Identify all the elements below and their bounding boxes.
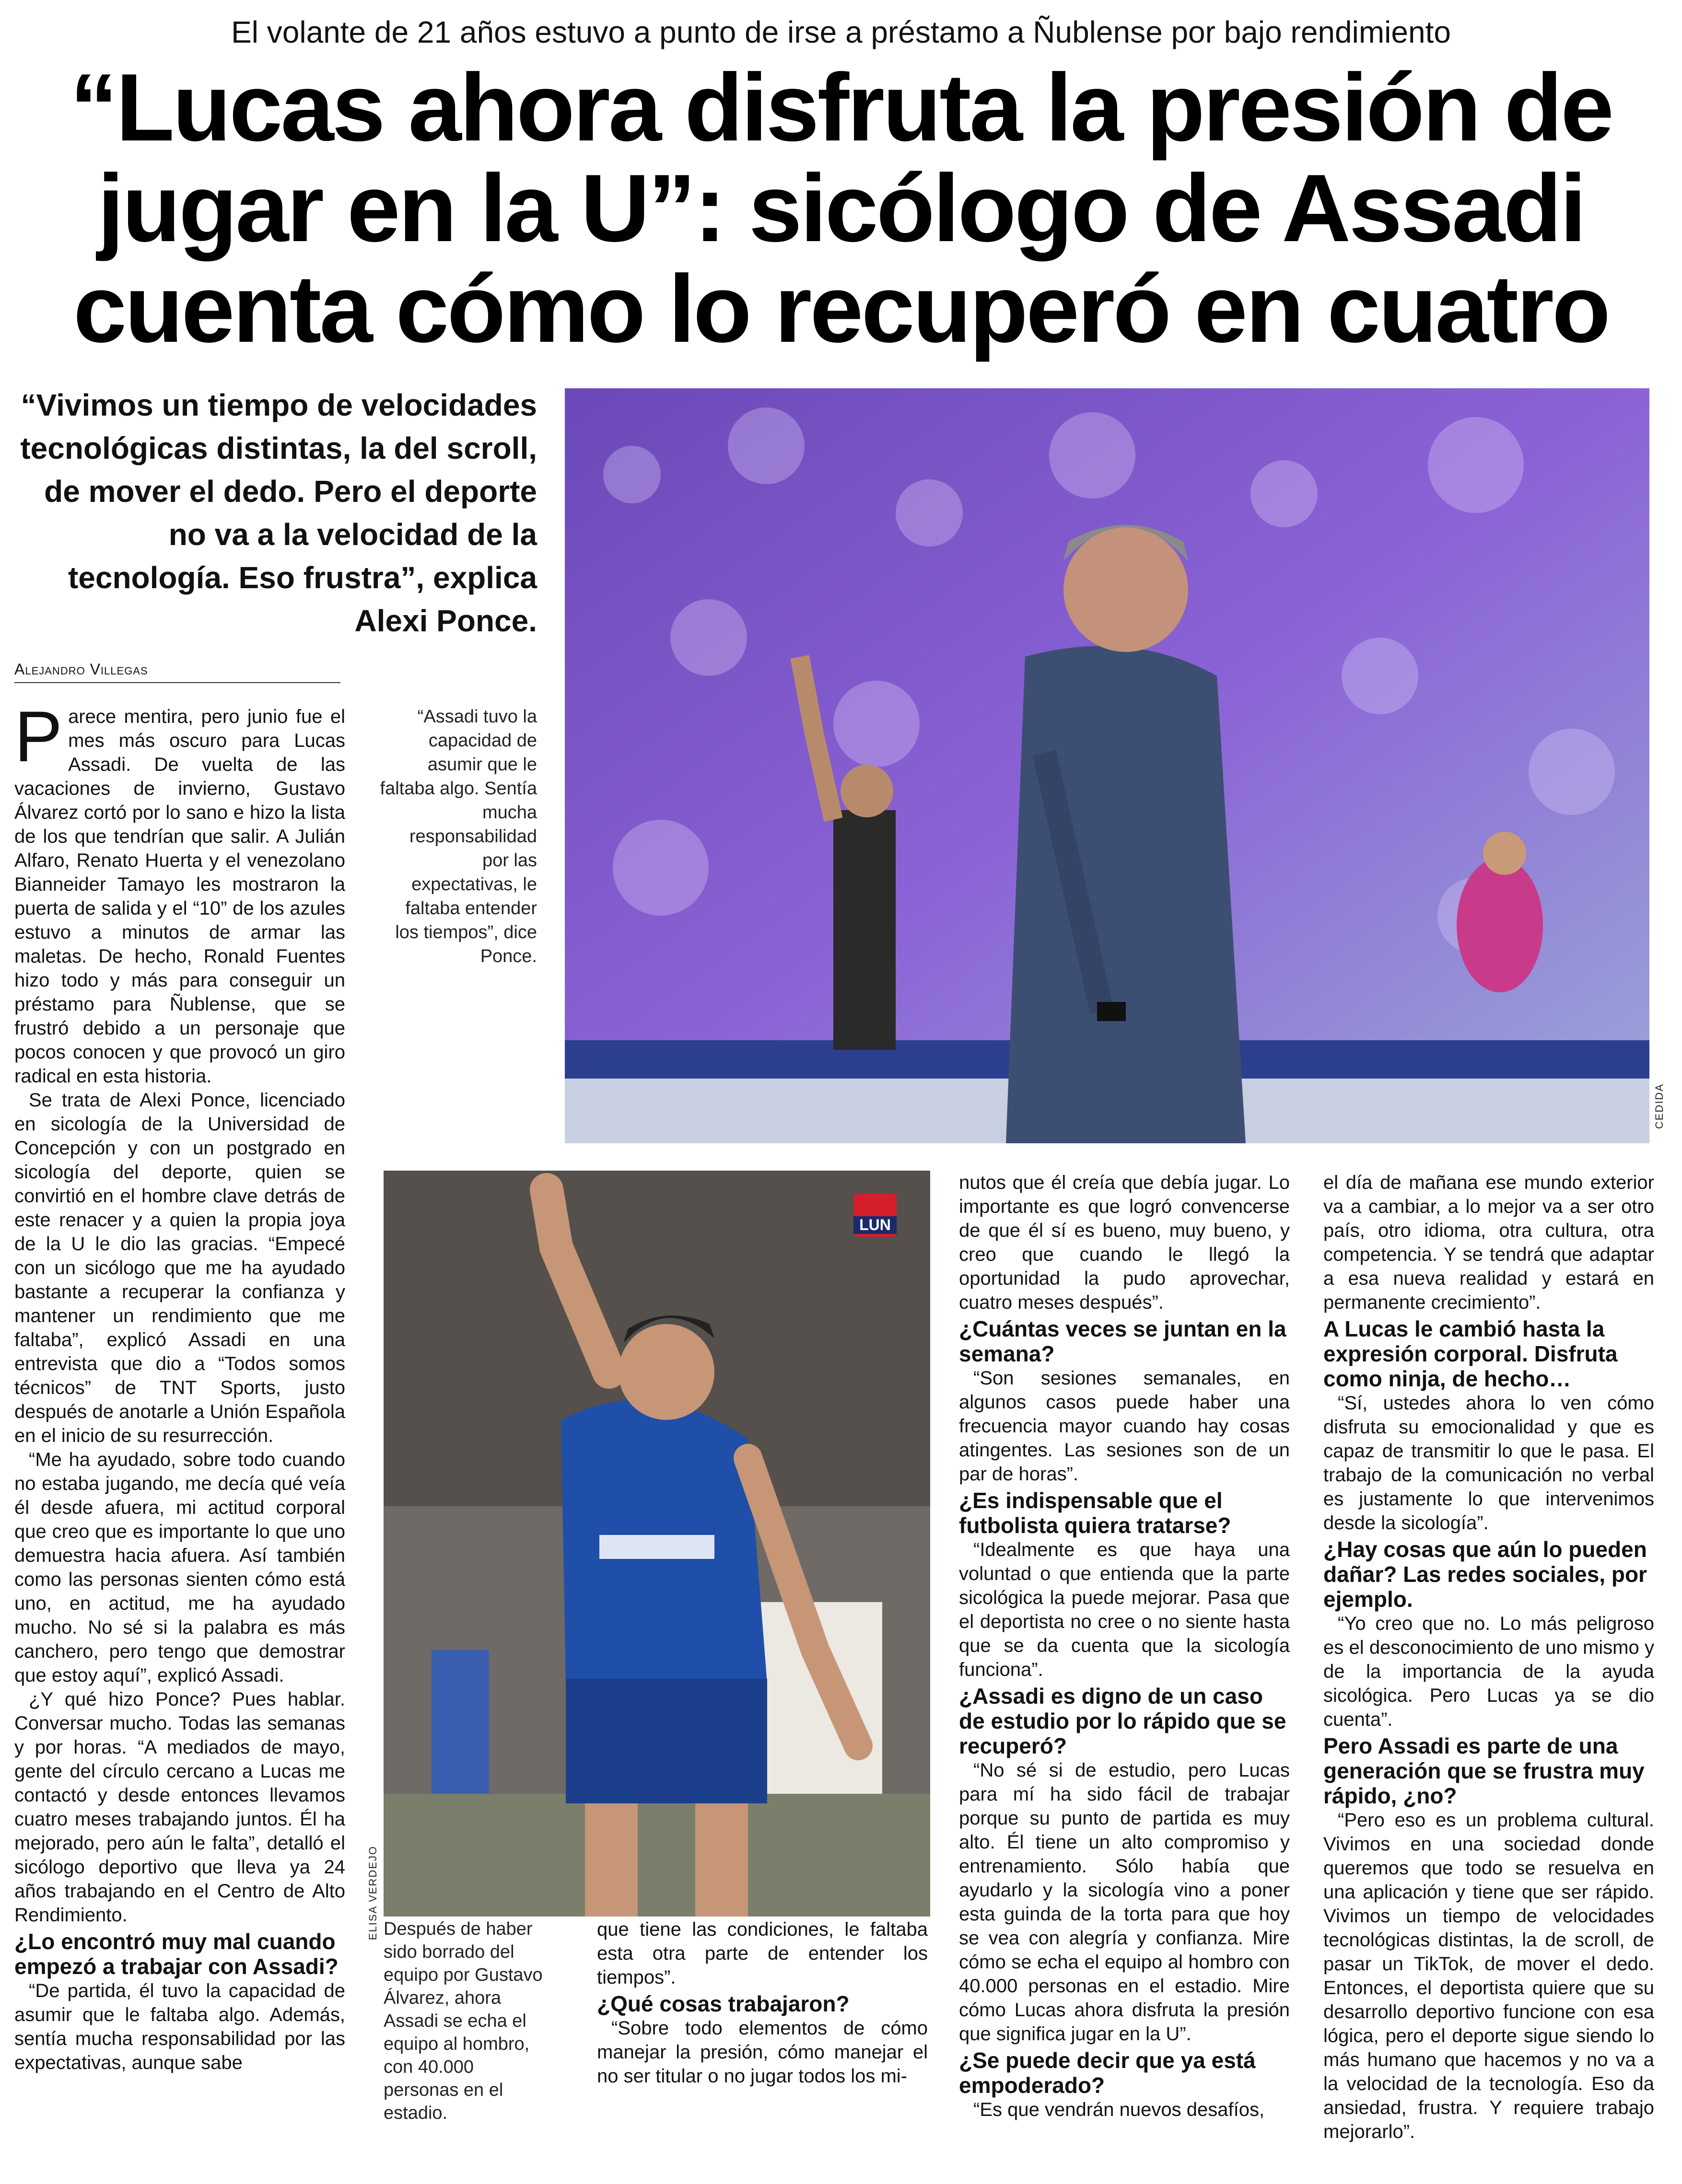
col1-p4: ¿Y qué hizo Ponce? Pues hablar. Conversar mucho. Todas las semanas y por horas. “A mediados de mayo, gente del círculo cercano a Lucas me contactó y desde entonces llevamos cuatro meses trabajando juntos. Él ha mejorado, pero aún le falta”, detalló el sicólogo deportivo que lleva ya 24 años trabajando en el Centro de Alto Rendimiento. xyxy=(14,1689,345,1926)
question-8: ¿Hay cosas que aún lo pueden dañar? Las redes sociales, por ejemplo. xyxy=(1323,1537,1647,1612)
dropcap: P xyxy=(14,696,63,777)
question-6: ¿Se puede decir que ya está empoderado? xyxy=(959,2048,1256,2098)
answer-3: “Son sesiones semanales, en algunos casos puede haber una frecuencia mayor cuando hay cosas atingentes. Las sesiones son de un par de horas”. xyxy=(959,1368,1290,1485)
column-4 xyxy=(1323,1171,1654,2144)
pull-quote: “Vivimos un tiempo de velocidades tecnológicas distintas, la del scroll, de mover el dedo. Pero el deporte no va a la velocidad de la tecnología. Eso frustra”, explica Alexi Ponce. xyxy=(20,388,537,638)
question-9: Pero Assadi es parte de una generación que se frustra muy rápido, ¿no? xyxy=(1323,1733,1645,1808)
answer-8: “Yo creo que no. Lo más peligroso es el desconocimiento de uno mismo y de la importancia de la ayuda sicológica. Pero Lucas ya se dio cuenta”. xyxy=(1323,1613,1654,1730)
photo2-credit: ELISA VERDEJO xyxy=(367,1846,379,1940)
col1-p1-text: arece mentira, pero junio fue el mes más oscuro para Lucas Assadi. De vuelta de las vacaciones de invierno, Gustavo Álvarez cortó por lo sano e hizo la lista de los que tendrían que salir. A Julián Alfaro, Renato Huerta y el venezolano Bianneider Tamayo les mostraron la puerta de salida y el “10” de los azules estuvo a minutos de armar las maletas. De hecho, Ronald Fuentes hizo todo y más para conseguir un préstamo para Ñublense, que se frustró debido a un personaje que pocos conocen y que provocó un giro radical en esta historia. xyxy=(14,706,345,1087)
col1-p1 xyxy=(14,696,345,1088)
answer-1: “De partida, él tuvo la capacidad de asumir que le faltaba algo. Además, sentía mucha responsabilidad por las expectativas, aunque sabe xyxy=(14,1980,345,2073)
column-3 xyxy=(959,1171,1290,2122)
kicker: El volante de 21 años estuvo a punto de irse a préstamo a Ñublense por bajo rendimiento xyxy=(231,15,1451,49)
answer-7: “Sí, ustedes ahora lo ven cómo disfruta su emocionalidad y que es capaz de transmitir lo que le pasa. El trabajo de la comunicación no verbal es justamente lo que intervenimos desde la sicología”. xyxy=(1323,1393,1654,1533)
column-2 xyxy=(597,1917,928,2088)
answer-1-cont: que tiene las condiciones, le faltaba esta otra parte de entender los tiempos”. xyxy=(597,1919,928,1988)
column-1 xyxy=(14,696,345,2075)
question-1: ¿Lo encontró muy mal cuando empezó a trabajar con Assadi? xyxy=(14,1929,339,1979)
lun-logo-text: LUN xyxy=(853,1216,897,1234)
answer-2: “Sobre todo elementos de cómo manejar la presión, cómo manejar el no ser titular o no jugar todos los mi- xyxy=(597,2018,928,2087)
byline: Alejandro Villegas xyxy=(14,661,340,683)
photo-player-image xyxy=(384,1171,930,1917)
answer-6-cont: el día de mañana ese mundo exterior va a cambiar, a lo mejor va a ser otro país, otro idioma, otra cultura, otra competencia. Y se tendrá que adaptar a esa nueva realidad y estará en permanente crecimiento”. xyxy=(1323,1172,1654,1313)
answer-5: “No sé si de estudio, pero Lucas para mí ha sido fácil de trabajar porque su punto de partida es muy alto. Él tiene un alto compromiso y entrenamiento. Sólo había que ayudarlo y la sicología vino a poner esta guinda de la torta para que hoy se vea con alegría y confianza. Mire cómo se echa el equipo al hombro con 40.000 personas en el estadio. Mire cómo Lucas ahora disfruta la presión que significa jugar en la U”. xyxy=(959,1760,1290,2045)
question-5: ¿Assadi es digno de un caso de estudio por lo rápido que se recuperó? xyxy=(959,1684,1286,1758)
lun-logo xyxy=(853,1194,897,1237)
photo1-credit: CEDIDA xyxy=(1653,1083,1665,1129)
col1-p2: Se trata de Alexi Ponce, licenciado en sicología de la Universidad de Concepción y con un postgrado en sicología del deporte, quien se convirtió en el hombre clave detrás de este renacer y a quien la propia joya de la U le dio las gracias. “Empecé con un sicólogo que me ha ayudado bastante a recuperar la confianza y mantener un rendimiento que me faltaba”, explicó Assadi en una entrevista que dio a “Todos somos técnicos” de TNT Sports, justo después de anotarle a Unión Española en el inicio de su resurrección. xyxy=(14,1090,345,1446)
headline: “Lucas ahora disfruta la presión de jugar en la U”: sicólogo de Assadi cuenta cómo lo recuperó en cuatro xyxy=(70,54,1612,362)
answer-2-cont: nutos que él creía que debía jugar. Lo importante es que logró convencerse de que él sí es bueno, muy bueno, y creo que cuando le llegó la oportunidad la pudo aprovechar, cuatro meses después”. xyxy=(959,1172,1290,1313)
question-4: ¿Es indispensable que el futbolista quiera tratarse? xyxy=(959,1488,1231,1538)
answer-6: “Es que vendrán nuevos desafíos, xyxy=(973,2099,1265,2120)
photo2-caption: Después de haber sido borrado del equipo por Gustavo Álvarez, ahora Assadi se echa el equipo al hombro, con 40.000 personas en el estadio. xyxy=(384,1919,543,2123)
question-2: ¿Qué cosas trabajaron? xyxy=(597,1991,850,2016)
photo-player xyxy=(384,1171,930,1917)
side-quote: “Assadi tuvo la capacidad de asumir que le faltaba algo. Sentía mucha responsabilidad por las expectativas, le faltaba entender los tiempos”, dice Ponce. xyxy=(380,707,537,966)
col1-p3: “Me ha ayudado, sobre todo cuando no estaba jugando, me decía qué veía él desde afuera, mi actitud corporal que creo que es importante lo que uno demuestra hacia afuera. Así también como las personas sienten cómo está uno, en actitud, me ha ayudado mucho. No sé si la palabra es más canchero, pero tengo que demostrar que estoy aquí”, explicó Assadi. xyxy=(14,1449,345,1686)
question-3: ¿Cuántas veces se juntan en la semana? xyxy=(959,1316,1286,1366)
photo-coach xyxy=(565,388,1649,1143)
photo-coach-image xyxy=(565,388,1649,1143)
question-7: A Lucas le cambió hasta la expresión corporal. Disfruta como ninja, de hecho… xyxy=(1323,1316,1618,1391)
answer-9: “Pero eso es un problema cultural. Vivimos en una sociedad donde queremos que todo se resuelva en una aplicación y tiene que ser rápido. Vivimos un tiempo de velocidades tecnológicas distintas, la de scroll, de pasar un TikTok, de mover el dedo. Entonces, el deportista quiere que su desarrollo deportivo funcione con esa lógica, pero el deporte sigue siendo lo más humano que hacemos y no va a la velocidad de la tecnología. Eso da ansiedad, frustra. Y requiere trabajo mejorarlo”. xyxy=(1323,1810,1654,2142)
answer-4: “Idealmente es que haya una voluntad o que entienda que la parte sicológica la puede mejorar. Pasa que el deportista no cree o no siente hasta que se da cuenta que la sicología funciona”. xyxy=(959,1539,1290,1680)
